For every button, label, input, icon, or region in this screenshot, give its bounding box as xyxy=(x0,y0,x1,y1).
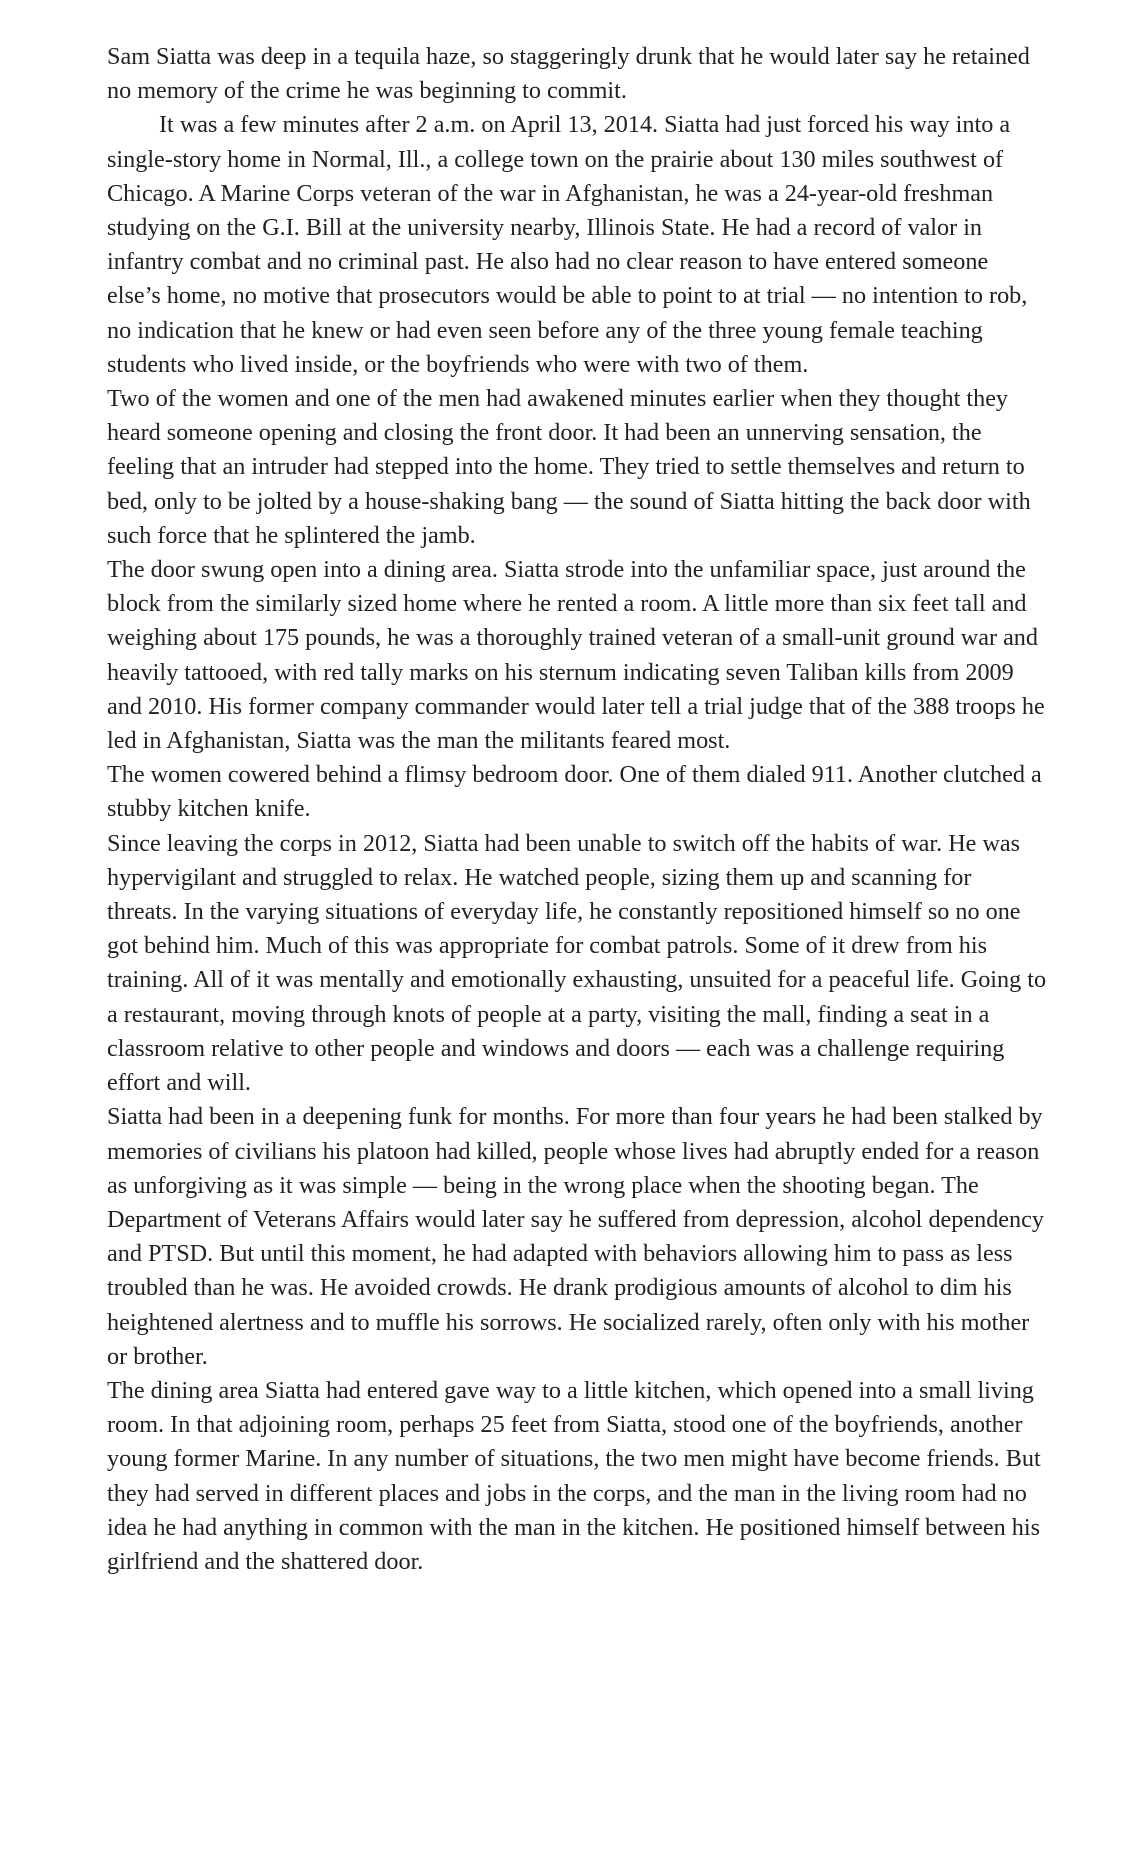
paragraph-women-cowered: The women cowered behind a flimsy bedroom door. One of them dialed 911. Another clutched a stubby kitchen knife. xyxy=(107,761,1042,823)
paragraph-intro: Sam Siatta was deep in a tequila haze, so staggeringly drunk that he would later say he retained no memory of the crime he was beginning to commit. xyxy=(107,43,1030,105)
paragraph-awakened: Two of the women and one of the men had awakened minutes earlier when they thought they heard someone opening and closing the front door. It had been an unnerving sensation, the feeling that an intruder had stepped into the home. They tried to settle themselves and return to bed, only to be jolted by a house-shaking bang — the sound of Siatta hitting the back door with such force that he splintered the jamb. xyxy=(107,385,1031,549)
article-body xyxy=(107,40,1047,1579)
paragraph-deepening-funk: Siatta had been in a deepening funk for months. For more than four years he had been stalked by memories of civilians his platoon had killed, people whose lives had abruptly ended for a reason as unforgiving as it was simple — being in the wrong place when the shooting began. The Department of Veterans Affairs would later say he suffered from depression, alcohol dependency and PTSD. But until this moment, he had adapted with behaviors allowing him to pass as less troubled than he was. He avoided crowds. He drank prodigious amounts of alcohol to dim his heightened alertness and to muffle his sorrows. He socialized rarely, often only with his mother or brother. xyxy=(107,1103,1044,1370)
paragraph-dining-area: The door swung open into a dining area. Siatta strode into the unfamiliar space, just around the block from the similarly sized home where he rented a room. A little more than six feet tall and weighing about 175 pounds, he was a thoroughly trained veteran of a small-unit ground war and heavily tattooed, with red tally marks on his sternum indicating seven Taliban kills from 2009 and 2010. His former company commander would later tell a trial judge that of the 388 troops he led in Afghanistan, Siatta was the man the militants feared most. xyxy=(107,556,1045,755)
paragraph-living-room: The dining area Siatta had entered gave way to a little kitchen, which opened into a small living room. In that adjoining room, perhaps 25 feet from Siatta, stood one of the boyfriends, another young former Marine. In any number of situations, the two men might have become friends. But they had served in different places and jobs in the corps, and the man in the living room had no idea he had anything in common with the man in the kitchen. He positioned himself between his girlfriend and the shattered door. xyxy=(107,1376,1041,1575)
paragraph-habits-of-war: Since leaving the corps in 2012, Siatta had been unable to switch off the habits of war. He was hypervigilant and struggled to relax. He watched people, sizing them up and scanning for threats. In the varying situations of everyday life, he constantly repositioned himself so no one got behind him. Much of this was appropriate for combat patrols. Some of it drew from his training. All of it was mentally and emotionally exhausting, unsuited for a peaceful life. Going to a restaurant, moving through knots of people at a party, visiting the mall, finding a seat in a classroom relative to other people and windows and doors — each was a challenge requiring effort and will. xyxy=(107,829,1047,1097)
paragraph-break-in: It was a few minutes after 2 a.m. on April 13, 2014. Siatta had just forced his way into a single-story home in Normal, Ill., a college town on the prairie about 130 miles southwest of Chicago. A Marine Corps veteran of the war in Afghanistan, he was a 24-year-old freshman studying on the G.I. Bill at the university nearby, Illinois State. He had a record of valor in infantry combat and no criminal past. He also had no clear reason to have entered someone else’s home, no motive that prosecutors would be able to point to at trial — no intention to rob, no indication that he knew or had even seen before any of the three young female teaching students who lived inside, or the boyfriends who were with two of them. xyxy=(107,111,1028,378)
